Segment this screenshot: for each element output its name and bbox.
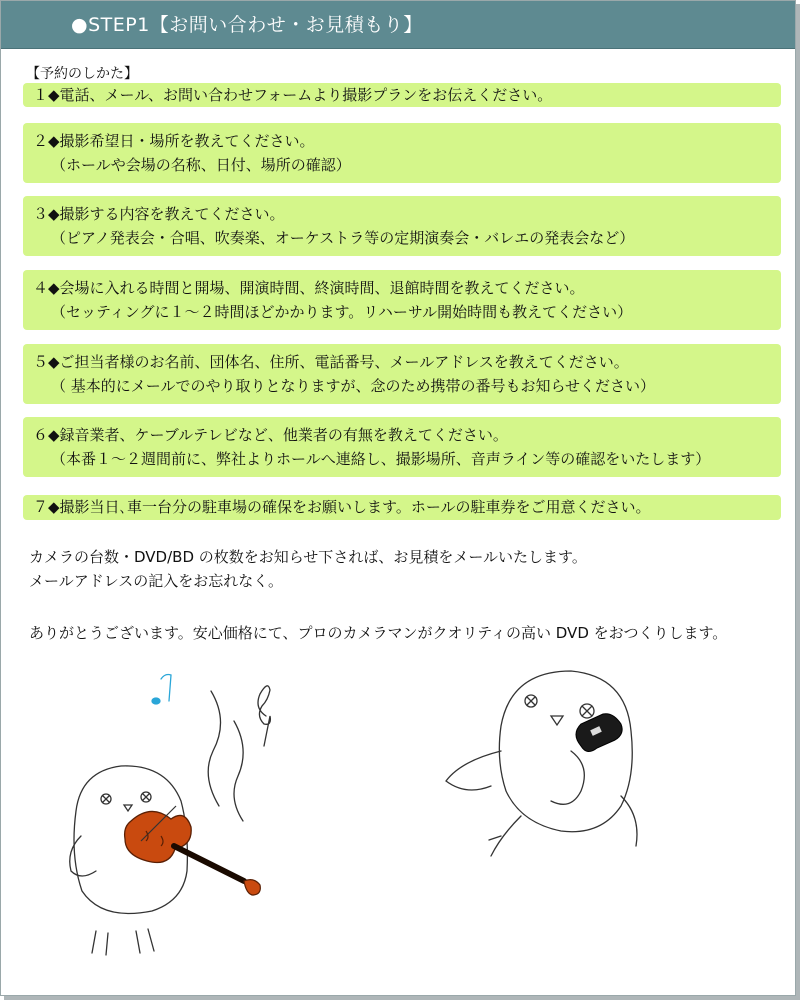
step-5-text: ５◆ご担当者様のお名前、団体名、住所、電話番号、メールアドレスを教えてください。 xyxy=(33,353,629,371)
step-4-text: ４◆会場に入れる時間と開場、開演時間、終演時間、退館時間を教えてください。 xyxy=(33,279,585,297)
header-bar xyxy=(1,1,795,49)
step-3-text: ３◆撮影する内容を教えてください。 xyxy=(33,205,285,223)
step-4-note: （セッティングに１～２時間ほどかかります。リハーサル開始時間も教えてください） xyxy=(51,303,633,321)
step-5-note: （ 基本的にメールでのやり取りとなりますが、念のため携帯の番号もお知らせください） xyxy=(51,377,656,395)
step-7 xyxy=(23,495,781,520)
quote-line-1: カメラの台数・DVD/BD の枚数をお知らせ下されば、お見積をメールいたします。 xyxy=(29,548,587,566)
step-7-text: ７◆撮影当日､車一台分の駐車場の確保をお願いします。ホールの駐車券をご用意ください。 xyxy=(33,498,651,516)
step-6-note: （本番１～２週間前に、弊社よりホールへ連絡し、撮影場所、音声ライン等の確認をいたします） xyxy=(51,450,711,468)
step-1 xyxy=(23,83,781,107)
section-label: 【予約のしかた】 xyxy=(26,66,138,82)
step-2-text: ２◆撮影希望日・場所を教えてください。 xyxy=(33,132,315,150)
bird-phone-illustration xyxy=(441,656,661,886)
step-1-text: １◆電話、メール、お問い合わせフォームより撮影プランをお伝えください。 xyxy=(33,86,553,104)
step-3 xyxy=(23,196,781,256)
bird-violin-illustration xyxy=(46,661,286,961)
step-2-note: （ホールや会場の名称、日付、場所の確認） xyxy=(51,156,351,174)
step-2 xyxy=(23,123,781,183)
treble-clef-icon xyxy=(258,686,270,746)
step-4 xyxy=(23,270,781,330)
quote-info xyxy=(29,545,774,593)
step-3-note: （ピアノ発表会・合唱、吹奏楽、オーケストラ等の定期演奏会・バレエの発表会など） xyxy=(51,229,635,247)
quote-line-2: メールアドレスの記入をお忘れなく。 xyxy=(29,572,283,590)
step-6 xyxy=(23,417,781,477)
page-title: ●STEP1【お問い合わせ・お見積もり】 xyxy=(71,14,423,36)
step-6-text: ６◆録音業者、ケーブルテレビなど、他業者の有無を教えてください。 xyxy=(33,426,508,444)
music-note-icon xyxy=(161,675,171,702)
step-5 xyxy=(23,344,781,404)
thanks-text: ありがとうございます。安心価格にて、プロのカメラマンがクオリティの高い DVD をおつくりします。 xyxy=(29,624,728,642)
